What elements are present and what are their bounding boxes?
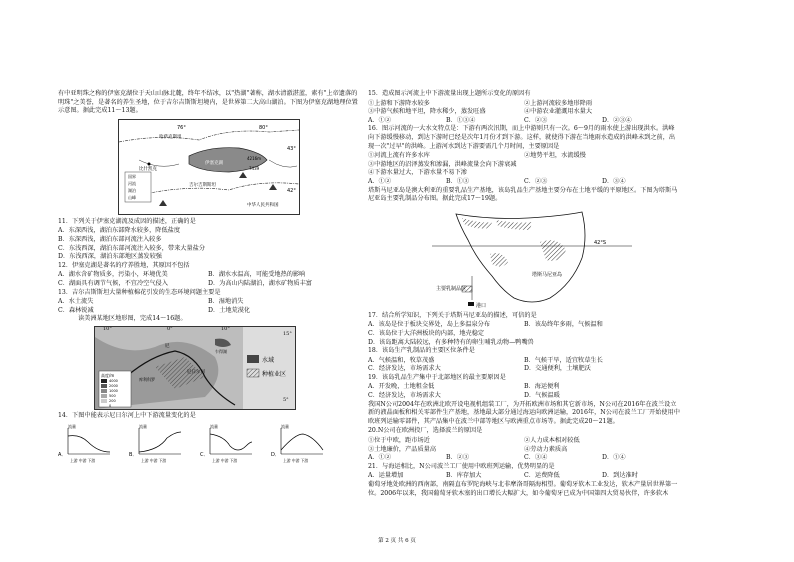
svg-text:上游 中游 下游: 上游 中游 下游 [70,457,96,463]
svg-text:库利科罗: 库利科罗 [139,376,155,382]
svg-text:港口: 港口 [476,302,487,309]
q11-option-b: B．东深西浅，湖泊东部河流注入较多 [58,235,162,243]
q15-item-3: ③中游气候和地平坦，降水稀少，蒸发旺盛 [368,108,486,116]
q18-option-a: A．气候温和，牧草茂盛 [368,356,435,364]
page-footer: 第 2 页 共 6 页 [378,538,416,544]
svg-text:500: 500 [109,393,116,398]
svg-text:主要乳制品区: 主要乳制品区 [436,285,467,292]
svg-text:200: 200 [109,398,116,403]
tasmania-map-svg [432,206,632,310]
q18-stem: 18．该岛生产乳制品的主要区位条件是 [368,347,475,355]
q12-option-c: C．湖面具有调节气候，不宜冷空气侵入 [58,279,168,287]
svg-text:河流: 河流 [128,180,136,186]
q15-item-1: ①上游和下游降水较多 [368,99,430,107]
svg-text:哈萨克斯坦: 哈萨克斯坦 [159,134,182,140]
q13-option-d: D．土地荒漠化 [208,306,251,314]
q21-option-b: B．库存加大 [446,472,482,480]
q16-item-1: ①河流上流有许多水库 [368,152,430,160]
svg-text:上游 中游 下游: 上游 中游 下游 [282,457,309,463]
svg-text:43°: 43° [287,145,296,152]
q14-option-d-graph [271,424,326,466]
q14-stem: 14．下图中能表示尼日尔河上中下游流量变化的是 [58,411,196,419]
svg-text:76°: 76° [177,124,186,131]
q18-option-b: B．气候干旱，适宜牧草生长 [524,356,603,364]
svg-text:42°S: 42°S [594,239,607,246]
svg-text:7439: 7439 [249,165,260,171]
svg-text:1000: 1000 [109,388,118,393]
q15-option-c: C．②③ [524,116,548,124]
q17-option-b: B．该岛终年多雨，气候温和 [524,321,603,329]
port-symbol [468,302,474,306]
q17-option-c: C．该岛位于大洋洲板块的内部，地壳稳定 [368,329,485,337]
svg-text:4216m: 4216m [247,155,262,161]
intro-q20-21: 我国N公司2004年在欧洲北欧开设电视机组装工厂，为开拓欧洲市场和其它新市场，N公司在2016年在波兰设立新的液晶面板和相关零部件生产基地，基地最大部分通过海运向欧洲运输，2016年，N公司在波兰工厂开始使用中欧班列运输零部件，其产品集中在波兰中部等地区与欧洲重点市场等。据此完成20～21题。 [368,400,680,425]
q19-stem: 19．该岛乳品生产集中于北部地区的最主要原因是 [368,373,506,381]
svg-text:吉尔吉斯斯坦: 吉尔吉斯斯坦 [189,182,216,188]
left-column [58,90,358,468]
svg-text:比什凯克: 比什凯克 [139,166,157,172]
svg-text:高度/m: 高度/m [101,372,115,378]
intro-q11-13: 有中亚明珠之称的伊塞克湖位于天山山脉北麓，终年不结冰，以"热湖"著称，湖水清澈湛蓝，素有"上帝遗落的明珠"之美誉，是著名的养生圣地，位于吉尔吉斯斯坦境内，是世界第二大高山湖泊。下图为伊塞克湖地理位置示意图。据此完成11～13题。 [58,90,358,115]
niger-river-map-svg [95,327,295,409]
q11-option-a: A．东深西浅，湖泊东部降水较多，降低盐度 [58,227,181,235]
q18-option-d: D．交通便利，土壤肥沃 [524,365,591,373]
q20-option-d: D．①④ [602,454,626,462]
q19-option-c: C．经济发达，市场需求大 [368,392,441,400]
niger-river-map: 高度/m 4000 2000 1000 500 200 0 尼 尼日尔河 乍得湖 库利科罗 水域 种植业区 10° 0° 10° 15° 5° [94,326,296,410]
svg-text:山峰: 山峰 [128,194,136,200]
q20-stem: 20.N公司在欧洲投厂，选择波兰的原因是 [368,427,483,435]
svg-text:流量: 流量 [209,423,218,429]
q11-option-d: D．东浅西深，湖泊东部地区蒸发较强 [58,253,162,261]
svg-text:上游 中游 下游: 上游 中游 下游 [140,457,167,463]
svg-text:中华人民共和国: 中华人民共和国 [247,202,279,208]
q13-stem: 13．吉尔吉斯斯坦大量种植棉花引发的生态环境问题主要是 [58,288,221,296]
svg-text:B．: B． [128,451,138,458]
q12-stem: 12．伊塞克湖是著名的疗养胜地，其原因不包括 [58,261,190,269]
svg-text:塔斯马尼亚岛: 塔斯马尼亚岛 [532,271,563,278]
intro-q14-16: 读美洲某地区地形图，完成14～16题。 [78,315,187,323]
q20-option-a: A．①② [368,454,392,462]
q19-option-d: D．气候温暖 [524,392,560,400]
svg-text:2000: 2000 [109,383,118,388]
q14-option-c-graph [200,424,255,466]
q20-item-4: ④劳动力素质高 [524,445,568,453]
svg-text:尼: 尼 [165,343,170,349]
svg-text:尼日尔河: 尼日尔河 [187,369,205,375]
svg-text:上游 中游 下游: 上游 中游 下游 [211,457,238,463]
svg-text:A．: A． [58,451,67,458]
q11-stem: 11．下列关于伊塞克湖流及成因的描述，正确的是 [58,217,196,225]
q13-option-a: A．水土流失 [58,298,94,306]
q18-option-c: C．经济发达，市场需求大 [368,365,441,373]
q17-option-d: D．该岛距离大陆较远，有多种特有的卵生哺乳动物—鸭嘴兽 [368,338,534,346]
q12-option-b: B．湖水水温高，可能受地热的影响 [208,271,306,279]
q15-stem: 15．造成图示河流上中下游流量出现上题所示变化的原因有 [368,90,531,97]
svg-text:42°: 42° [287,187,296,194]
q16-item-4: ④下游水量过大，下游水量不易下渗 [368,169,467,177]
q21-option-c: C．运费降低 [524,472,560,480]
svg-text:湖泊: 湖泊 [128,187,136,193]
svg-text:流量: 流量 [138,423,147,429]
svg-text:流量: 流量 [68,423,76,429]
q17-option-a: A．该岛是位于板块交界处，岛上多温泉分布 [368,321,491,329]
q19-option-a: A．开发晚，土地租金低 [368,383,435,391]
q15-item-2: ②上游河流较多地形降雨 [524,99,593,107]
svg-text:80°: 80° [259,124,268,131]
q14-option-b-graph [129,424,184,466]
svg-text:水域: 水域 [262,356,275,364]
q21-option-a: A．运量增加 [368,472,404,480]
q20-option-c: C．③④ [524,454,548,462]
q14-option-a-graph [58,424,113,466]
issyk-kul-map [118,119,300,215]
tasmania-map [432,206,632,310]
q19-option-b: B．海运便利 [524,383,560,391]
intro-portugal: 葡萄牙地处欧洲的西南部，南隔直布罗陀海峡与北非摩洛哥隔海相望。葡萄牙软木工业发达，软木产量居世界第一位。2006年以来，我国葡萄牙软木塞的出口增长大幅扩大，如今葡萄牙已成为中国第四大贸易伙伴，许多软木 [368,481,678,497]
q13-option-c: C．森林锐减 [58,306,94,314]
q14-options-row [58,424,358,468]
q12-option-d: D．为高山内陆湖泊，湖水矿物质丰富 [208,279,312,287]
q16-option-d: D．③④ [602,177,626,185]
svg-text:D．: D． [270,451,280,458]
right-column [368,90,680,499]
svg-text:乍得湖: 乍得湖 [215,348,227,354]
intro-q17-19: 塔斯马尼亚岛是澳大利亚的重要乳品生产基地，该岛乳品生产基地主要分布在土地平缓的平原地区。下图为塔斯马尼亚岛主要乳制品分布图。据此完成17～19题。 [368,186,678,203]
svg-text:4000: 4000 [109,378,118,383]
q12-option-a: A．湖水含矿物质多，污染小，环境优美 [58,271,168,279]
svg-text:流量: 流量 [280,423,289,429]
q20-item-3: ③土地廉价，产品质量高 [368,445,437,453]
q16-item-2: ②地势平坦，水流缓慢 [524,152,586,160]
q13-option-b: B．湿地消失 [208,298,244,306]
q16-stem: 16．图示河流的一大水文特点是：下游有两次汛期，而上中游则只有一次。6～9月的雨水使上游出现洪水。洪峰向下游缓慢移动，到达下游时已经是次年1月份才到下游。这样，就使得下游在当地雨水造成的洪峰未到之前，出现一次"过早"的洪峰。上游河水到达下游要需几个月时间，主要原因是 [368,125,676,150]
city-dot [148,162,151,165]
q20-item-1: ①位于中欧，距市场近 [368,437,430,445]
q20-item-2: ②人力成本相对较低 [524,437,580,445]
q15-option-b: B．①③④ [446,116,476,124]
svg-text:伊塞克湖: 伊塞克湖 [205,160,223,166]
q16-item-3: ③中游地区的沼泽蒸发和渗漏，洪峰流量会向下游衰减 [368,160,517,168]
q16-option-b: B．①③ [446,177,470,185]
svg-text:C．: C． [199,451,209,458]
q16-option-a: A．①② [368,177,392,185]
q15-option-d: D．②③④ [602,116,632,124]
q11-option-c: C．东浅西深，湖泊东部河流注入较多，带来大量盐分 [58,244,206,252]
svg-text:0: 0 [109,403,112,408]
q15-option-a: A．①② [368,116,392,124]
q16-option-c: C．②③ [524,177,548,185]
q17-stem: 17．结合所学知识，下列关于塔斯马尼亚岛的描述，可信的是 [368,311,537,319]
q20-option-b: B．②③ [446,454,470,462]
svg-text:种植业区: 种植业区 [262,370,287,378]
q15-item-4: ④中游农业灌溉用水量大 [524,108,593,116]
q21-stem: 21．与海运相比，N公司波兰工厂使用中欧班列运输，优势明显的是 [368,462,555,470]
q21-option-d: D．到达准时 [602,472,638,480]
issyk-kul-map-svg [119,120,299,214]
svg-text:国界: 国界 [128,173,136,179]
